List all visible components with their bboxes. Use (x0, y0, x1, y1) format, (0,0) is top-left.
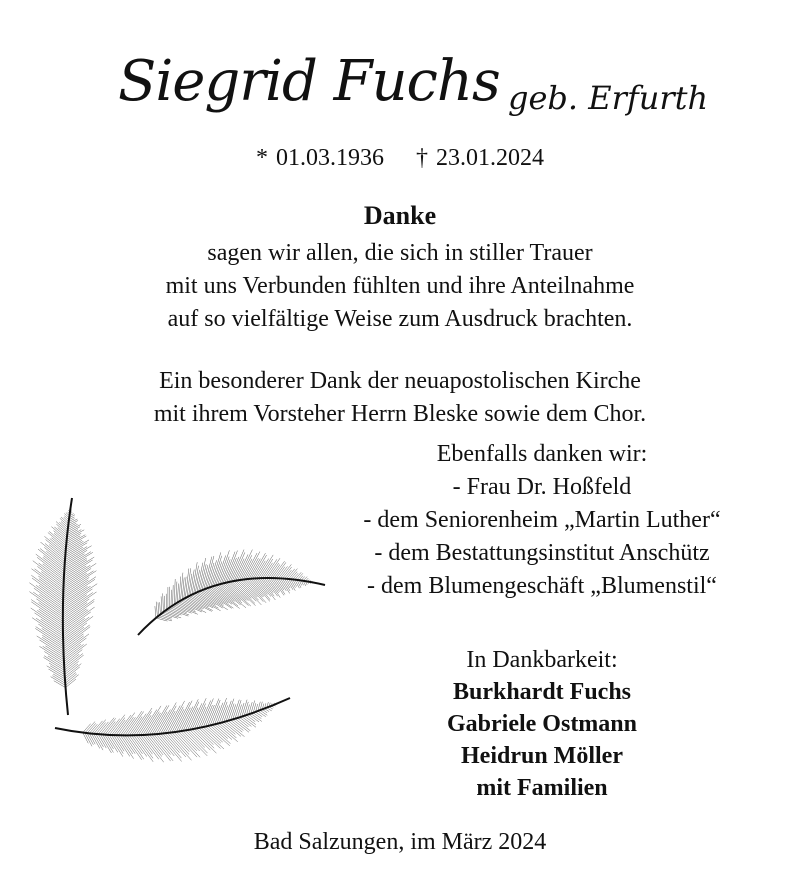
birth-date: * 01.03.1936 (256, 145, 384, 171)
place-date: Bad Salzungen, im März 2024 (253, 829, 547, 855)
death-date: † 23.01.2024 (416, 145, 544, 171)
thanks-line: auf so vielfältige Weise zum Ausdruck brachten. (167, 306, 633, 332)
feather-bottom-icon (55, 698, 290, 762)
signature-name: Burkhardt Fuchs (452, 679, 632, 705)
feather-left-icon (29, 498, 97, 715)
thanks-text (0, 237, 800, 336)
life-dates (0, 142, 800, 174)
feather-right-icon (138, 550, 325, 635)
also-thanks-heading: Ebenfalls danken wir: (436, 441, 648, 467)
special-thanks-line: Ein besonderer Dank der neuapostolischen Kirche (159, 368, 641, 394)
feathers-icon (20, 490, 340, 780)
thanks-line: mit uns Verbunden fühlten und ihre Anteilnahme (165, 273, 635, 299)
special-thanks-text (0, 365, 800, 431)
deceased-name: Siegrid Fuchs (118, 49, 500, 114)
signature-intro: In Dankbarkeit: (466, 647, 618, 673)
also-thanks-item: - Frau Dr. Hoßfeld (452, 474, 632, 500)
thanks-line: sagen wir allen, die sich in stiller Trauer (207, 240, 593, 266)
maiden-name: geb. Erfurth (508, 79, 709, 117)
signature-family: mit Familien (476, 775, 608, 801)
signature-name: Gabriele Ostmann (447, 711, 637, 737)
thanks-heading: Danke (363, 201, 437, 230)
special-thanks-line: mit ihrem Vorsteher Herrn Bleske sowie dem Chor. (153, 401, 647, 427)
also-thanks-list (330, 438, 754, 603)
also-thanks-item: - dem Seniorenheim „Martin Luther“ (363, 507, 721, 533)
also-thanks-item: - dem Bestattungsinstitut Anschütz (374, 540, 710, 566)
signature-block (330, 644, 754, 804)
also-thanks-item: - dem Blumengeschäft „Blumenstil“ (367, 573, 717, 599)
signature-name: Heidrun Möller (461, 743, 623, 769)
